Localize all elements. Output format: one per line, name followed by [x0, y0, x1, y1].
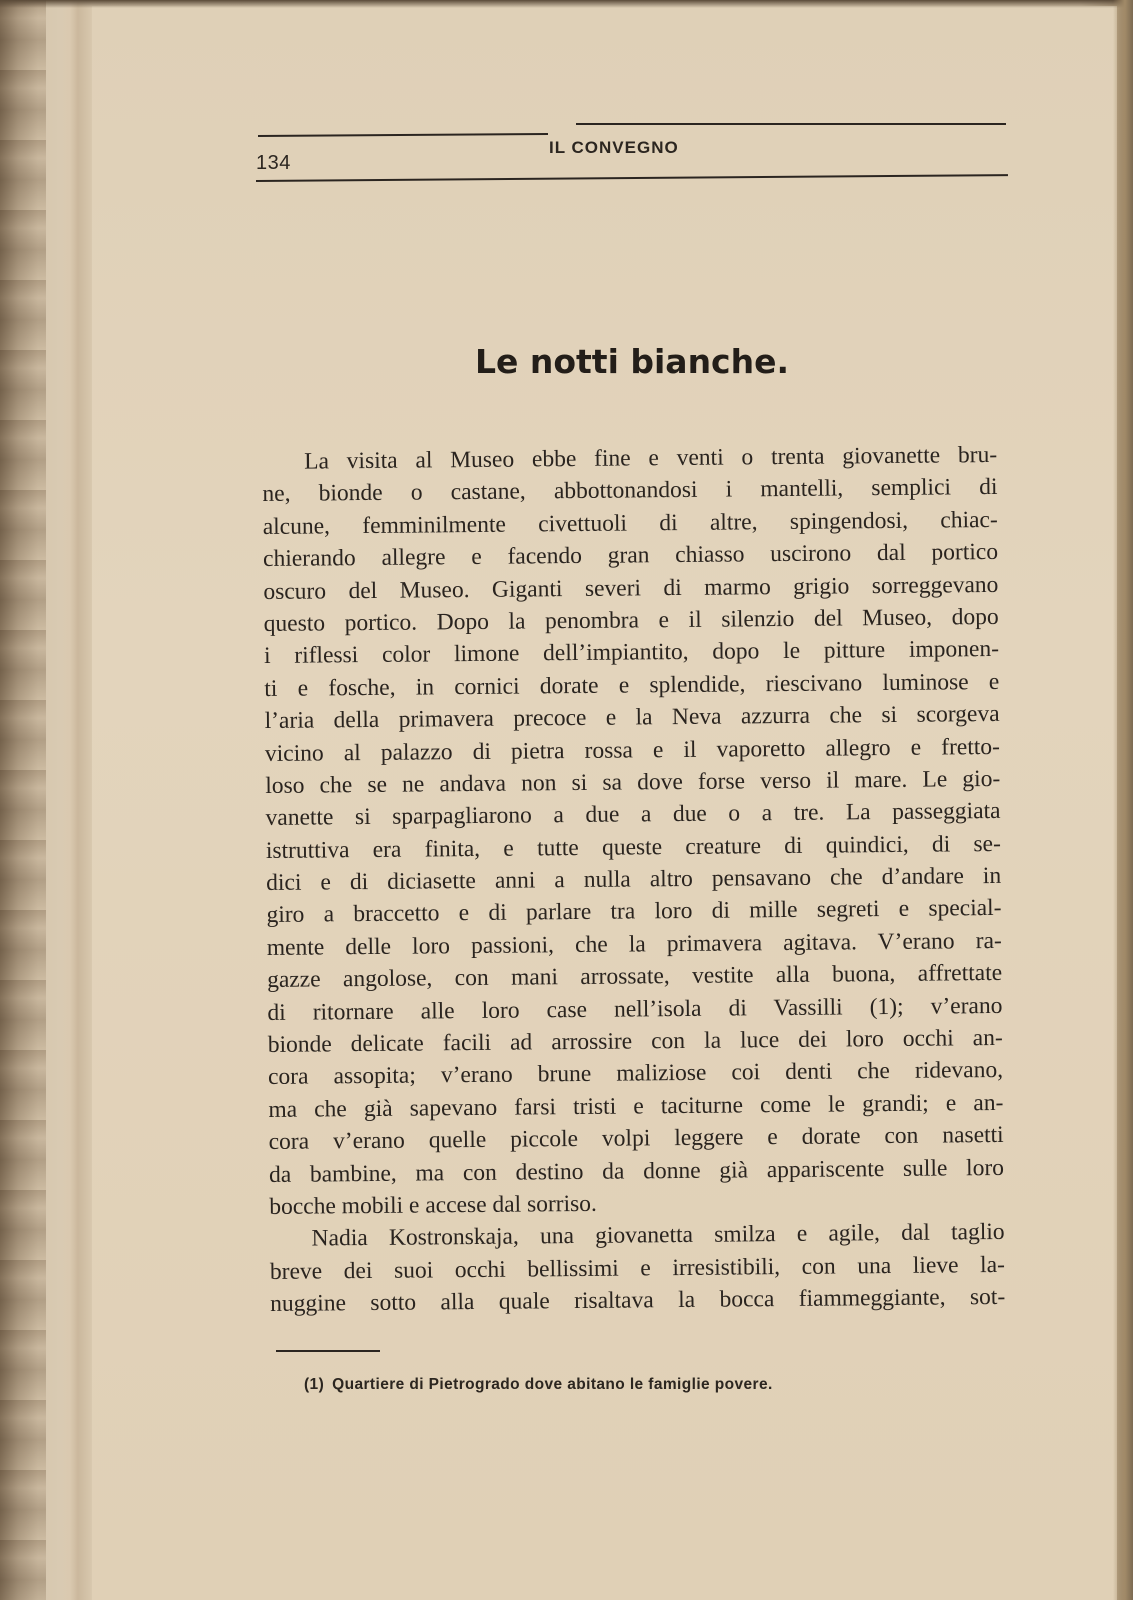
body-line: breve dei suoi occhi bellissimi e irresistibili, con una lieve la-: [269, 1251, 1006, 1285]
body-line: questo portico. Dopo la penombra e il silenzio del Museo, dopo: [263, 603, 999, 637]
body-line: chierando allegre e facendo gran chiasso uscirono dal portico: [262, 539, 999, 573]
body-line: i riflessi color limone dell’impiantito, dopo le pitture imponen-: [263, 636, 1000, 670]
body-line: alcune, femminilmente civettuoli di altre, spingendosi, chiac-: [262, 506, 998, 540]
running-head: IL CONVEGNO: [549, 138, 679, 157]
body-line: gazze angolose, con mani arrossate, vestite alla buona, affrettate: [267, 960, 1003, 994]
body-text: [262, 439, 1005, 1321]
body-line: ti e fosche, in cornici dorate e splendide, riescivano luminose e: [264, 668, 1000, 702]
chapter-title: Le notti bianche.: [474, 342, 790, 381]
header-rule-top-left: [258, 133, 548, 137]
footnote-marker: (1): [304, 1376, 325, 1393]
book-spine-edge: [0, 0, 46, 1600]
page-header: [256, 118, 1008, 188]
body-line: giro a braccetto e di parlare tra loro di mille segreti e special-: [266, 895, 1002, 929]
footnote: [304, 1376, 773, 1394]
body-line: istruttiva era finita, e tutte queste creature di quindici, di se-: [265, 830, 1001, 864]
footnote-text: Quartiere di Pietrogrado dove abitano le famiglie povere.: [332, 1376, 773, 1393]
body-line: mente delle loro passioni, che la primavera agitava. V’erano ra-: [266, 927, 1002, 961]
page-number: 134: [256, 152, 291, 174]
body-line: l’aria della primavera precoce e la Neva azzurra che si scorgeva: [264, 701, 1000, 735]
body-line: bionde delicate facili ad arrossire con la luce dei loro occhi an-: [267, 1024, 1003, 1059]
body-line: La visita al Museo ebbe fine e venti o trenta giovanette bru-: [304, 441, 998, 475]
body-line: vanette si sparpagliarono a due a due o a tre. La passeggiata: [265, 798, 1001, 832]
body-line: cora assopita; v’erano brune maliziose coi denti che ridevano,: [267, 1057, 1004, 1091]
body-line: cora v’erano quelle piccole volpi leggere e dorate con nasetti: [268, 1122, 1004, 1156]
body-line: ma che già sapevano farsi tristi e taciturne come le grandi; e an-: [268, 1089, 1004, 1123]
body-line: dici e di diciasette anni a nulla altro pensavano che d’andare in: [266, 863, 1002, 897]
header-rule-top-right: [576, 123, 1006, 125]
body-line: Nadia Kostronskaja, una giovanetta smilza e agile, dal taglio: [311, 1219, 1005, 1252]
top-edge-shadow: [0, 0, 1133, 8]
right-edge-shadow: [1113, 0, 1133, 1600]
body-line: da bambine, ma con destino da donne già appariscente sulle loro: [268, 1154, 1005, 1188]
body-line: ne, bionde o castane, abbottonandosi i mantelli, semplici di: [262, 474, 998, 508]
body-line: loso che se ne andava non si sa dove forse verso il mare. Le gio-: [265, 765, 1001, 799]
body-line: oscuro del Museo. Giganti severi di marmo grigio sorreggevano: [263, 571, 999, 605]
body-line: nuggine sotto alla quale risaltava la bocca fiammeggiante, sot-: [270, 1284, 1006, 1318]
footnote-rule: [276, 1350, 380, 1352]
body-line: bocche mobili e accese dal sorriso.: [269, 1190, 597, 1220]
body-line: vicino al palazzo di pietra rossa e il vaporetto allegro e fretto-: [264, 733, 1001, 767]
header-rule-bottom: [256, 174, 1008, 182]
body-line: di ritornare alle loro case nell’isola di Vassilli (1); v’erano: [267, 992, 1003, 1026]
